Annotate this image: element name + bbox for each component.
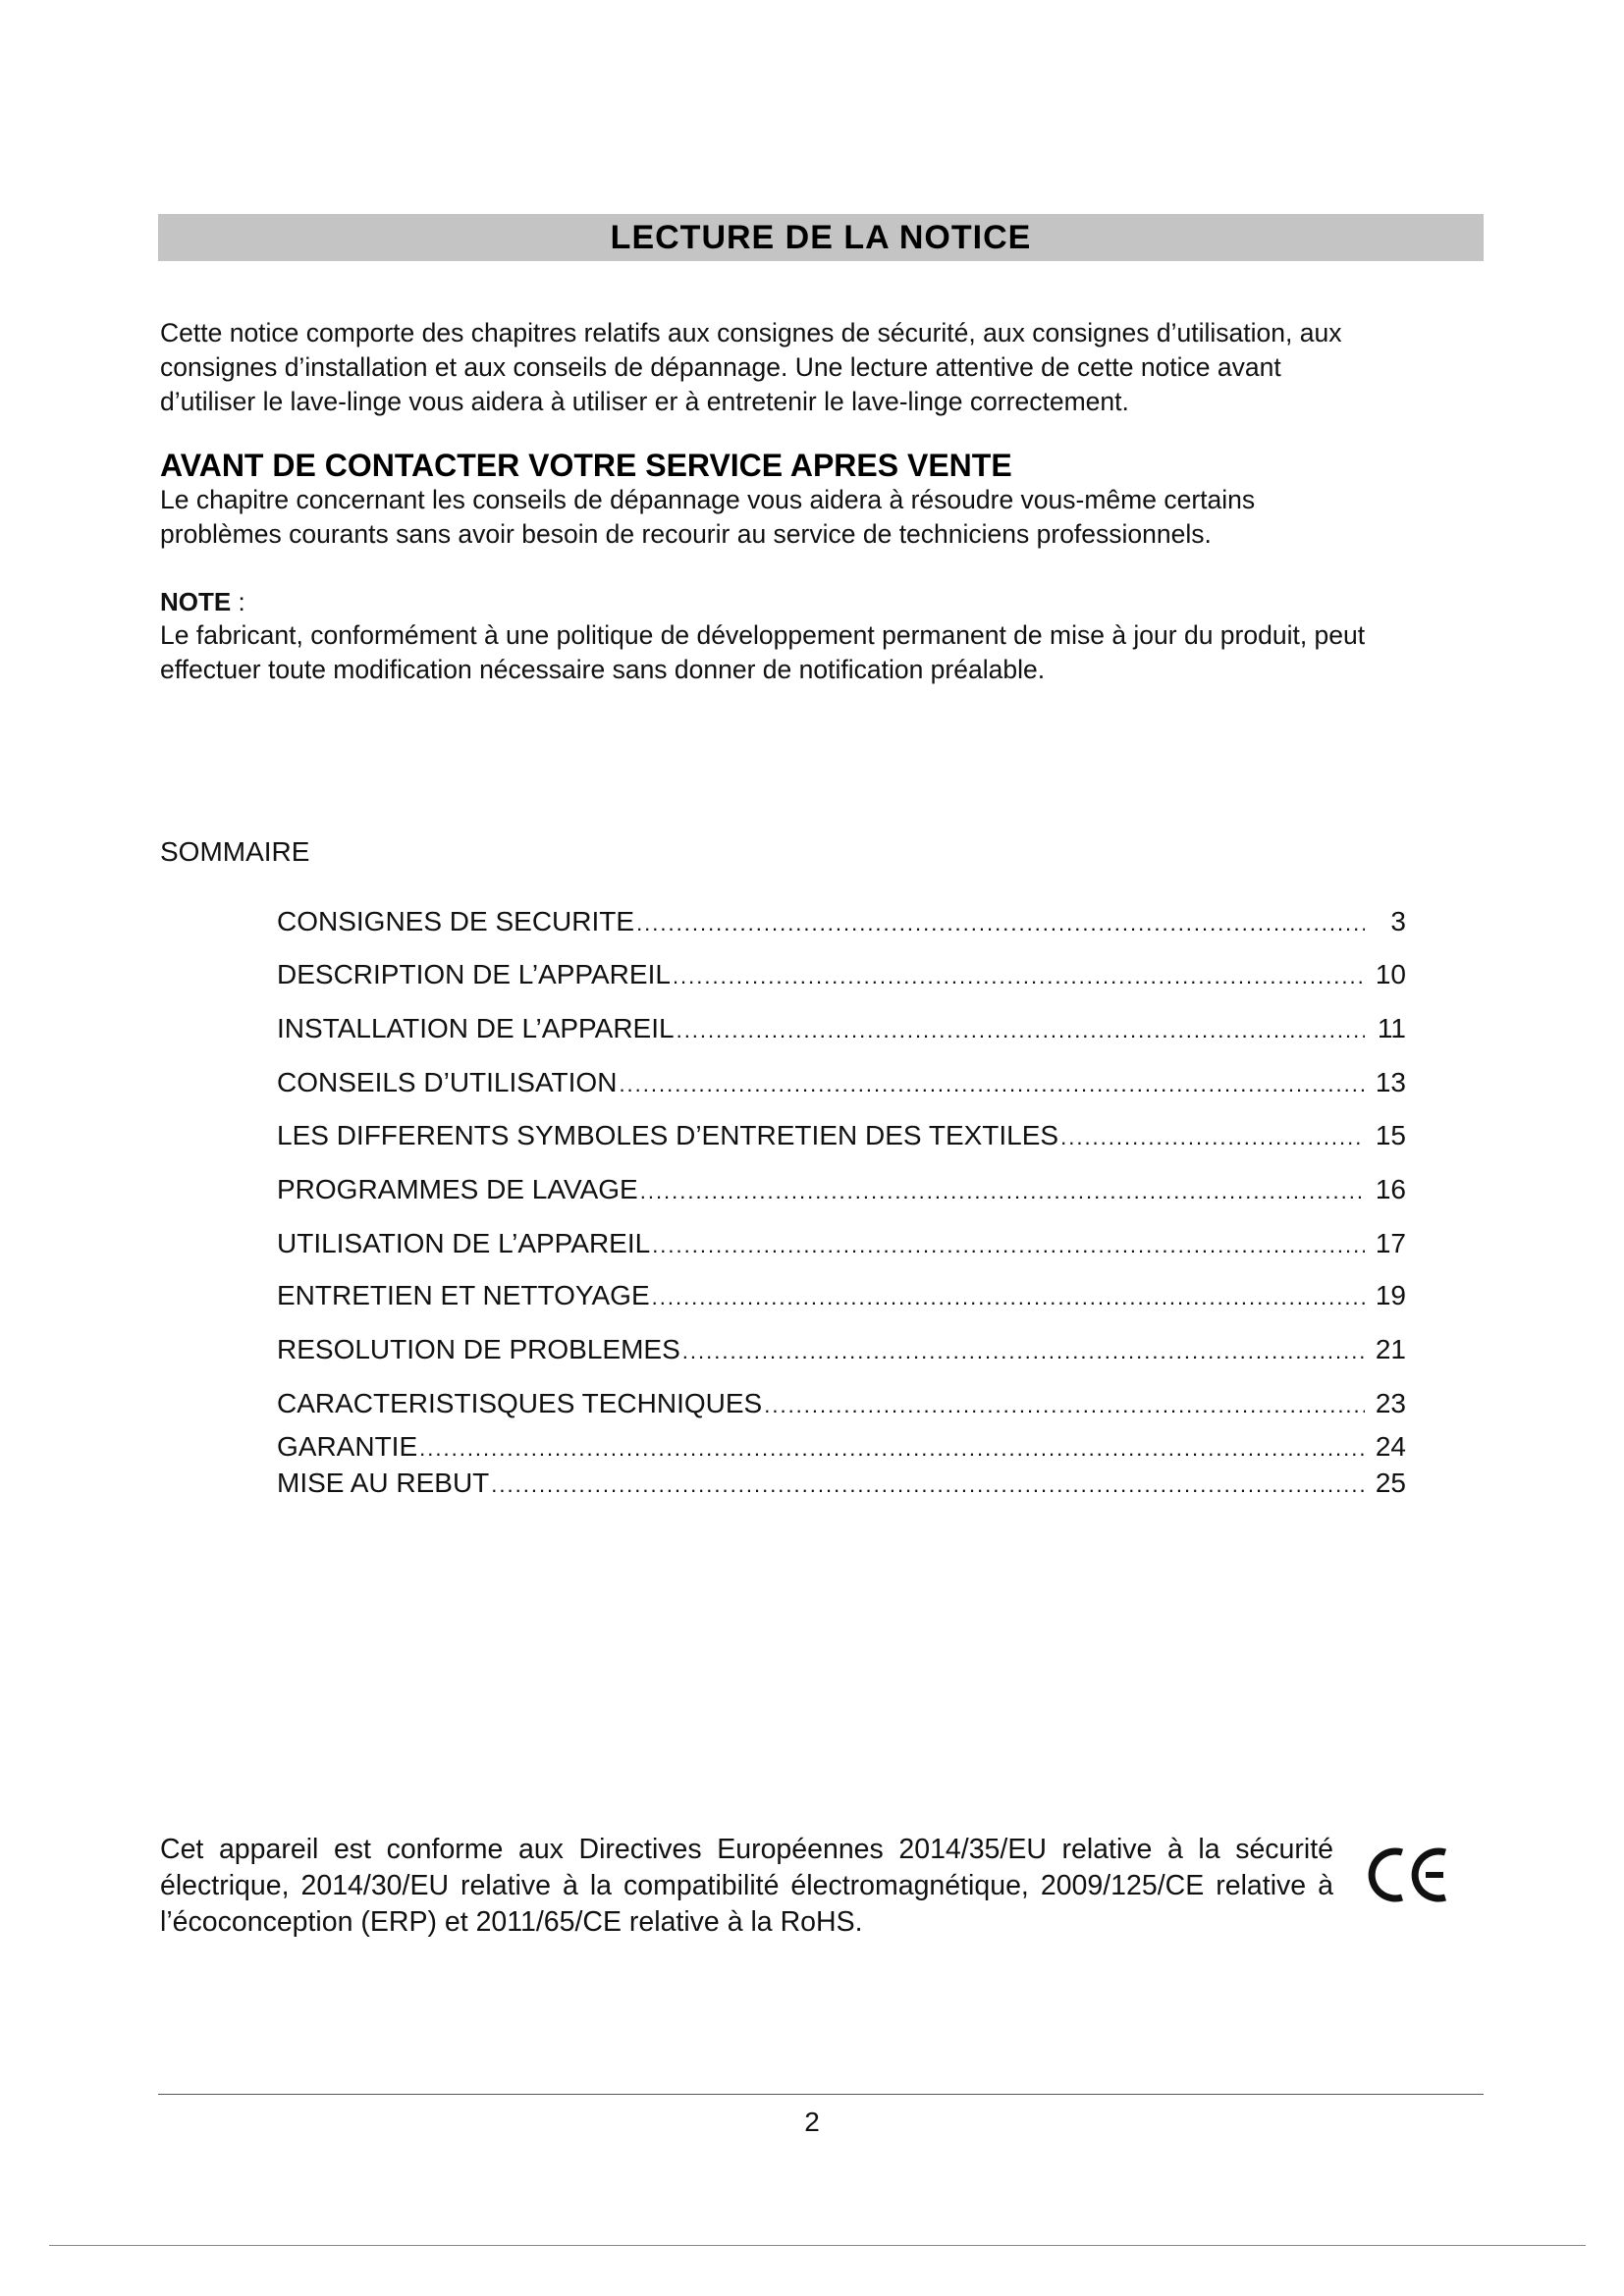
note-label-colon: :: [231, 587, 245, 616]
toc-item-title: ENTRETIEN ET NETTOYAGE: [277, 1280, 650, 1310]
toc-item[interactable]: [277, 958, 1406, 993]
service-line-2: problèmes courants sans avoir besoin de recourir au service de techniciens professionnels.: [160, 519, 1212, 549]
section-title-banner: LECTURE DE LA NOTICE: [158, 214, 1484, 261]
toc-leader-dots: [764, 1389, 1365, 1422]
ce-mark-svg: [1365, 1841, 1463, 1909]
service-heading: AVANT DE CONTACTER VOTRE SERVICE APRES VENTE: [160, 448, 1012, 483]
toc-item[interactable]: [277, 905, 1406, 940]
toc-item-title: UTILISATION DE L’APPAREIL: [277, 1228, 651, 1258]
toc-leader-dots: [491, 1468, 1365, 1502]
intro-line-2: consignes d’installation et aux conseils de dépannage. Une lecture attentive de cette notice avant: [160, 352, 1281, 382]
toc-item-title: LES DIFFERENTS SYMBOLES D’ENTRETIEN DES TEXTILES: [277, 1120, 1059, 1150]
toc-leader-dots: [1060, 1121, 1365, 1154]
toc-leader-dots: [673, 960, 1365, 993]
toc-item[interactable]: [277, 1467, 1406, 1502]
toc-item-page: 11: [1377, 1013, 1406, 1043]
toc-item-page: 23: [1375, 1388, 1406, 1418]
toc-leader-dots: [652, 1229, 1365, 1262]
toc-item-title: RESOLUTION DE PROBLEMES: [277, 1334, 680, 1364]
toc-item[interactable]: [277, 1119, 1406, 1154]
toc-item-page: 17: [1375, 1228, 1406, 1258]
toc-item-page: 15: [1375, 1120, 1406, 1150]
toc-item[interactable]: [277, 1227, 1406, 1262]
toc-item[interactable]: [277, 1012, 1406, 1047]
toc-leader-dots: [677, 1014, 1365, 1047]
toc-leader-dots: [640, 1175, 1365, 1208]
toc-item-title: PROGRAMMES DE LAVAGE: [277, 1174, 638, 1204]
sommaire-title: SOMMAIRE: [160, 836, 310, 867]
toc-item[interactable]: [277, 1430, 1406, 1466]
toc-leader-dots: [682, 1335, 1365, 1368]
service-paragraph: [160, 483, 1486, 552]
intro-line-1: Cette notice comporte des chapitres relatifs aux consignes de sécurité, aux consignes d’utilisation, aux: [160, 318, 1342, 347]
service-line-1: Le chapitre concernant les conseils de dépannage vous aidera à résoudre vous-même certains: [160, 485, 1256, 514]
toc-item[interactable]: [277, 1066, 1406, 1101]
toc-item-title: INSTALLATION DE L’APPAREIL: [277, 1013, 675, 1043]
toc-item[interactable]: [277, 1173, 1406, 1208]
page-number: 2: [804, 2107, 820, 2137]
toc-item-page: 25: [1375, 1468, 1406, 1498]
toc-item-title: CONSIGNES DE SECURITE: [277, 906, 635, 936]
toc-leader-dots: [419, 1432, 1365, 1466]
toc-item-page: 19: [1375, 1280, 1406, 1310]
toc-item-page: 3: [1390, 906, 1406, 936]
toc-item-title: DESCRIPTION DE L’APPAREIL: [277, 959, 671, 989]
toc-item-page: 13: [1375, 1067, 1406, 1097]
footer-divider: [158, 2094, 1484, 2095]
toc-item-title: CONSEILS D’UTILISATION: [277, 1067, 618, 1097]
toc-item[interactable]: [277, 1279, 1406, 1314]
page-bottom-divider: [49, 2245, 1586, 2246]
toc-leader-dots: [619, 1068, 1365, 1101]
conformity-statement: Cet appareil est conforme aux Directives Européennes 2014/35/EU relative à la sécurité électrique, 2014/30/EU relative à la compatibilité électromagnétique, 2009/125/CE relative à l’écoconception (ERP) et 2011/65/CE relative à la RoHS.: [160, 1834, 1333, 1938]
toc-item-title: MISE AU REBUT: [277, 1468, 490, 1498]
toc-item-page: 10: [1375, 959, 1406, 989]
toc-item-title: GARANTIE: [277, 1431, 418, 1462]
intro-paragraph: [160, 316, 1486, 419]
note-line-2: effectuer toute modification nécessaire sans donner de notification préalable.: [160, 655, 1046, 684]
toc-item-page: 24: [1375, 1431, 1406, 1462]
toc-item[interactable]: [277, 1387, 1406, 1422]
toc-item-page: 21: [1375, 1334, 1406, 1364]
toc-item-title: CARACTERISTISQUES TECHNIQUES: [277, 1388, 763, 1418]
note-label: [160, 585, 245, 618]
note-label-text: NOTE: [160, 587, 232, 616]
toc-leader-dots: [636, 907, 1365, 940]
toc-item[interactable]: [277, 1333, 1406, 1368]
toc-leader-dots: [652, 1281, 1365, 1314]
intro-line-3: d’utiliser le lave-linge vous aidera à utiliser er à entretenir le lave-linge correctement.: [160, 387, 1129, 416]
ce-mark-icon: [1365, 1841, 1463, 1909]
toc-item-page: 16: [1375, 1174, 1406, 1204]
note-line-1: Le fabricant, conformément à une politique de développement permanent de mise à jour du produit, peut: [160, 620, 1366, 650]
note-paragraph: [160, 618, 1486, 687]
